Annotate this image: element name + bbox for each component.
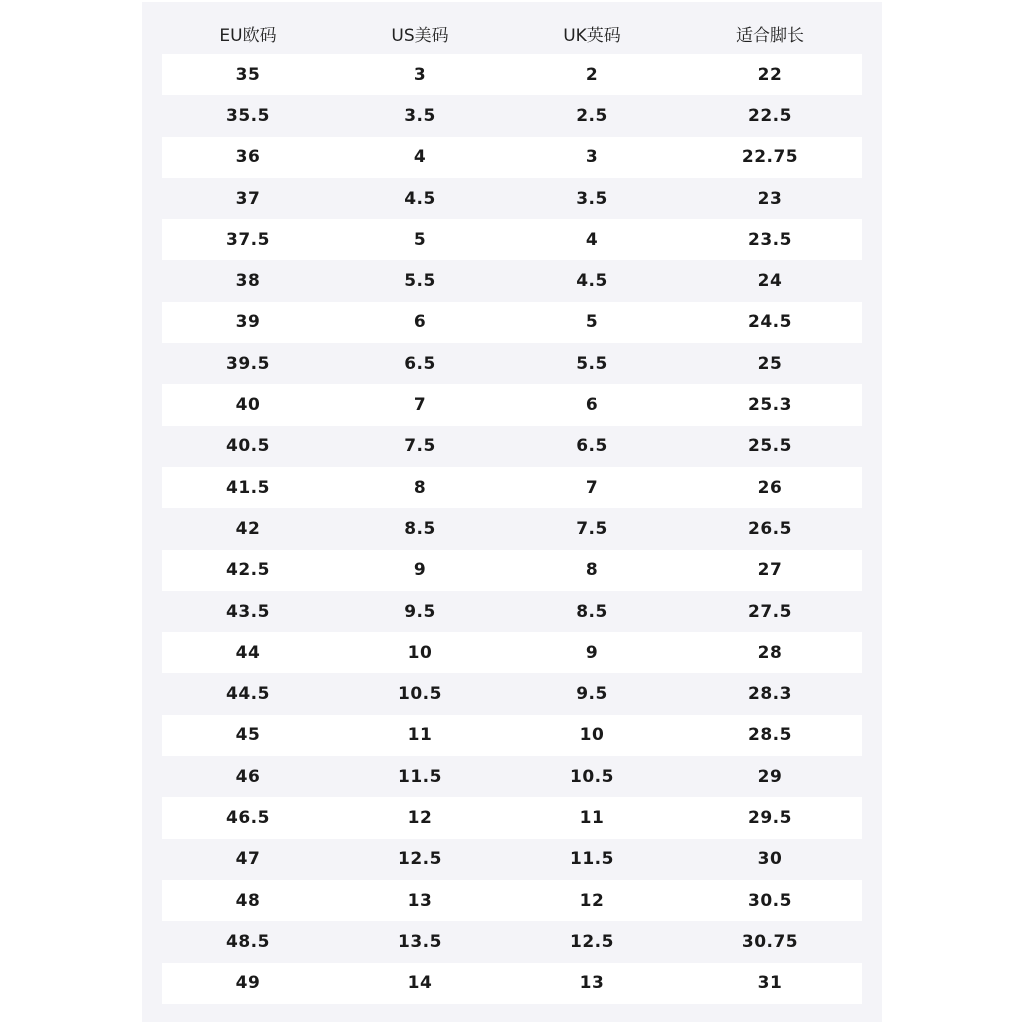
cell-uk-size: 3.5 (576, 188, 608, 209)
cell-us-size: 14 (407, 973, 433, 994)
cell-uk-size: 4 (585, 229, 599, 250)
cell-eu-size: 39.5 (226, 353, 270, 374)
cell-eu-size: 37 (235, 188, 261, 209)
cell-eu-size: 36 (235, 147, 261, 168)
cell-foot-length: 23 (757, 188, 783, 209)
cell-uk-size: 7.5 (576, 518, 608, 539)
table-row (162, 467, 862, 508)
table-row (162, 591, 862, 632)
cell-us-size: 8 (413, 477, 427, 498)
cell-us-size: 3 (413, 64, 427, 85)
cell-us-size: 13.5 (398, 931, 442, 952)
cell-eu-size: 35.5 (226, 105, 270, 126)
header-foot-length: 适合脚长 (736, 25, 804, 46)
cell-uk-size: 2.5 (576, 105, 608, 126)
cell-us-size: 5.5 (404, 271, 436, 292)
cell-eu-size: 46.5 (226, 807, 270, 828)
header-uk-size: UK英码 (563, 25, 621, 46)
cell-foot-length: 26.5 (748, 518, 792, 539)
cell-eu-size: 46 (235, 766, 261, 787)
header-eu-size: EU欧码 (219, 25, 277, 46)
table-row (162, 508, 862, 549)
cell-uk-size: 10 (579, 725, 605, 746)
table-row (162, 921, 862, 962)
cell-uk-size: 8.5 (576, 601, 608, 622)
cell-us-size: 3.5 (404, 105, 436, 126)
cell-us-size: 6 (413, 312, 427, 333)
cell-eu-size: 44.5 (226, 684, 270, 705)
cell-us-size: 4.5 (404, 188, 436, 209)
table-row (162, 880, 862, 921)
cell-us-size: 7 (413, 395, 427, 416)
cell-eu-size: 48.5 (226, 931, 270, 952)
cell-foot-length: 28.5 (748, 725, 792, 746)
cell-eu-size: 48 (235, 890, 261, 911)
cell-foot-length: 30.5 (748, 890, 792, 911)
cell-us-size: 10 (407, 642, 433, 663)
table-row (162, 54, 862, 95)
table-row (162, 343, 862, 384)
cell-uk-size: 3 (585, 147, 599, 168)
cell-uk-size: 6 (585, 395, 599, 416)
cell-eu-size: 42.5 (226, 560, 270, 581)
cell-uk-size: 5.5 (576, 353, 608, 374)
cell-uk-size: 6.5 (576, 436, 608, 457)
cell-foot-length: 22.5 (748, 105, 792, 126)
cell-us-size: 9 (413, 560, 427, 581)
table-row (162, 550, 862, 591)
table-row (162, 178, 862, 219)
cell-eu-size: 39 (235, 312, 261, 333)
cell-foot-length: 28 (757, 642, 783, 663)
cell-us-size: 6.5 (404, 353, 436, 374)
table-row (162, 219, 862, 260)
cell-us-size: 7.5 (404, 436, 436, 457)
cell-eu-size: 49 (235, 973, 261, 994)
cell-us-size: 11 (407, 725, 433, 746)
cell-uk-size: 5 (585, 312, 599, 333)
cell-eu-size: 47 (235, 849, 261, 870)
cell-us-size: 11.5 (398, 766, 442, 787)
cell-us-size: 9.5 (404, 601, 436, 622)
cell-uk-size: 2 (585, 64, 599, 85)
cell-foot-length: 29 (757, 766, 783, 787)
cell-us-size: 10.5 (398, 684, 442, 705)
cell-eu-size: 42 (235, 518, 261, 539)
table-header (162, 12, 862, 54)
cell-foot-length: 26 (757, 477, 783, 498)
table-row (162, 260, 862, 301)
cell-foot-length: 22.75 (741, 147, 799, 168)
cell-foot-length: 29.5 (748, 807, 792, 828)
cell-foot-length: 22 (757, 64, 783, 85)
cell-uk-size: 10.5 (570, 766, 614, 787)
cell-foot-length: 24.5 (748, 312, 792, 333)
cell-eu-size: 44 (235, 642, 261, 663)
cell-foot-length: 28.3 (748, 684, 792, 705)
header-us-size: US美码 (391, 25, 449, 46)
cell-us-size: 13 (407, 890, 433, 911)
cell-us-size: 8.5 (404, 518, 436, 539)
table-row (162, 673, 862, 714)
cell-uk-size: 11.5 (570, 849, 614, 870)
cell-eu-size: 45 (235, 725, 261, 746)
table-row (162, 715, 862, 756)
table-row (162, 302, 862, 343)
table-row (162, 426, 862, 467)
cell-foot-length: 23.5 (748, 229, 792, 250)
cell-uk-size: 9.5 (576, 684, 608, 705)
table-body (162, 54, 862, 1004)
cell-foot-length: 27.5 (748, 601, 792, 622)
cell-eu-size: 43.5 (226, 601, 270, 622)
cell-uk-size: 12.5 (570, 931, 614, 952)
size-chart-panel (142, 2, 882, 1022)
cell-uk-size: 4.5 (576, 271, 608, 292)
cell-uk-size: 11 (579, 807, 605, 828)
table-row (162, 839, 862, 880)
cell-eu-size: 40 (235, 395, 261, 416)
cell-uk-size: 8 (585, 560, 599, 581)
cell-us-size: 5 (413, 229, 427, 250)
cell-foot-length: 25.5 (748, 436, 792, 457)
cell-eu-size: 38 (235, 271, 261, 292)
cell-us-size: 12.5 (398, 849, 442, 870)
cell-eu-size: 37.5 (226, 229, 270, 250)
table-row (162, 95, 862, 136)
table-row (162, 797, 862, 838)
cell-foot-length: 27 (757, 560, 783, 581)
table-row (162, 632, 862, 673)
table-row (162, 137, 862, 178)
cell-uk-size: 12 (579, 890, 605, 911)
cell-eu-size: 35 (235, 64, 261, 85)
cell-foot-length: 25 (757, 353, 783, 374)
cell-foot-length: 30.75 (741, 931, 799, 952)
table-row (162, 756, 862, 797)
cell-uk-size: 9 (585, 642, 599, 663)
cell-uk-size: 7 (585, 477, 599, 498)
cell-eu-size: 40.5 (226, 436, 270, 457)
table-row (162, 963, 862, 1004)
cell-us-size: 4 (413, 147, 427, 168)
cell-eu-size: 41.5 (226, 477, 270, 498)
table-row (162, 384, 862, 425)
cell-foot-length: 31 (757, 973, 783, 994)
cell-us-size: 12 (407, 807, 433, 828)
cell-uk-size: 13 (579, 973, 605, 994)
cell-foot-length: 25.3 (748, 395, 792, 416)
cell-foot-length: 30 (757, 849, 783, 870)
cell-foot-length: 24 (757, 271, 783, 292)
